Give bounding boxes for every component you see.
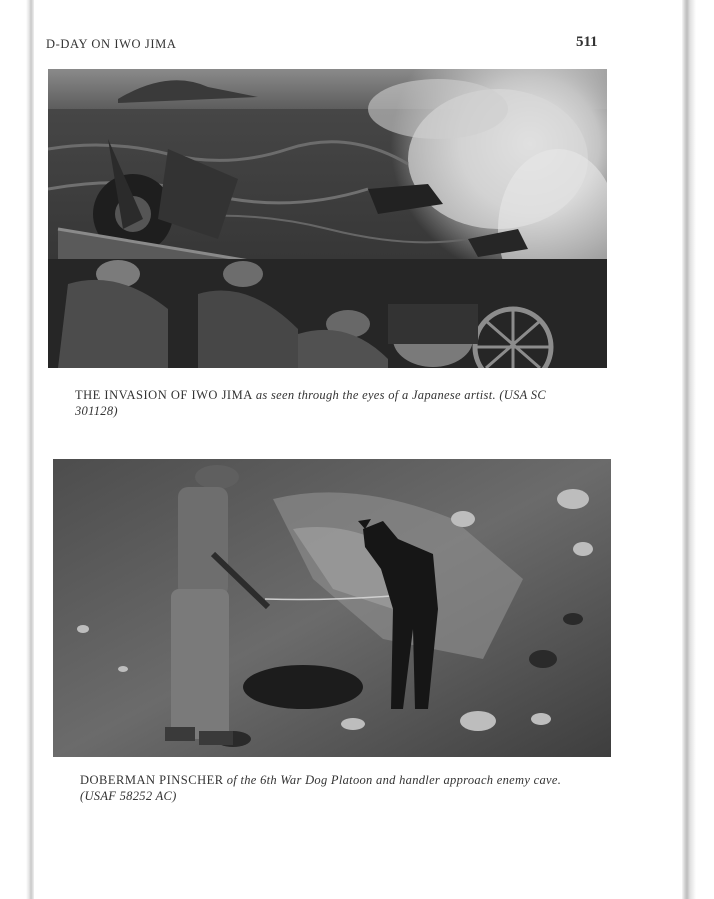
page-number: 511 xyxy=(576,34,598,50)
page-edge-shadow xyxy=(682,0,714,899)
caption-lead: THE INVASION OF IWO JIMA xyxy=(75,388,253,402)
figure-caption xyxy=(80,772,600,804)
running-head: D-DAY ON IWO JIMA xyxy=(46,37,177,51)
figure-caption xyxy=(75,387,590,419)
caption-lead: DOBERMAN PINSCHER xyxy=(80,773,224,787)
caption-text: of the 6th War Dog Platoon and handler approach enemy cave. (USAF 58252 AC) xyxy=(80,773,562,803)
invasion-painting-image xyxy=(48,69,607,368)
war-dog-photo-image xyxy=(53,459,611,757)
page-gutter-shadow xyxy=(0,0,34,899)
caption-text: as seen through the eyes of a Japanese artist. (USA SC 301128) xyxy=(75,388,546,418)
